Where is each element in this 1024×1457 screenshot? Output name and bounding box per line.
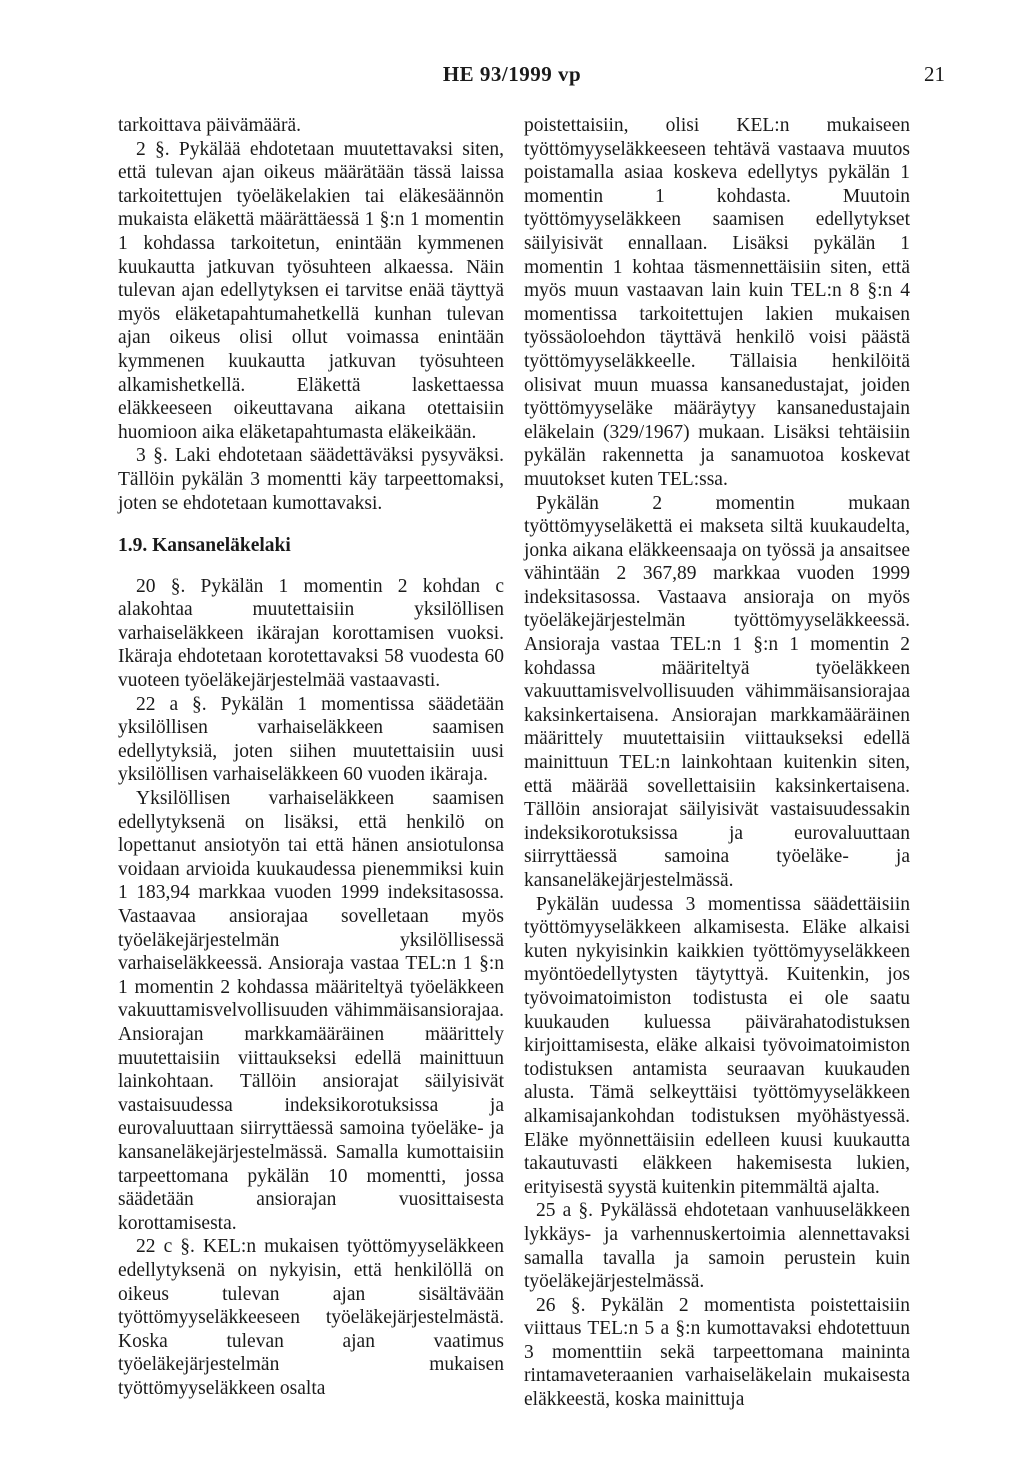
paragraph: 22 a §. Pykälän 1 momentissa säädetään yksilöllisen varhaiseläkkeen saamisen edellytyksiä, joten siihen muutettaisiin uusi yksilöllisen varhaiseläkkeen 60 vuoden ikäraja.: [118, 693, 504, 786]
paragraph: 25 a §. Pykälässä ehdotetaan vanhuuseläkkeen lykkäys- ja varhennuskertoimia alennettavaksi samalla tavalla ja samoin perustein kuin työeläkejärjestelmässä.: [524, 1200, 910, 1293]
right-column: [524, 114, 910, 1412]
document-title: HE 93/1999 vp: [442, 62, 582, 86]
paragraph: 2 §. Pykälää ehdotetaan muutettavaksi siten, että tulevan ajan oikeus määrätään tässä laissa tarkoitettujen työeläkelakien tai eläkesäännön mukaista eläkettä määrättäessä 1 §:n 1 momentin 1 kohdassa tarkoitetun, enintään kymmenen kuukautta jatkuvan työsuhteen alkaessa. Näin tulevan ajan edellytyksen ei tarvitse enää täyttyä myös eläketapahtumahetkellä kunhan tulevan ajan oikeus olisi ollut voimassa enintään kymmenen kuukautta jatkuvan työsuhteen alkamishetkellä. Eläkettä laskettaessa eläkkeeseen oikeuttavana aikana otettaisiin huomioon aika eläketapahtumasta eläkeikään.: [118, 138, 504, 443]
paragraph: 26 §. Pykälän 2 momentista poistettaisiin viittaus TEL:n 5 a §:n kumottavaksi ehdotettuun 3 momenttiin sekä tarpeettomana maininta rintamaveteraanien varhaiseläkelain mukaisesta eläkkeestä, koska mainittuja: [524, 1294, 910, 1411]
paragraph: Pykälän 2 momentin mukaan työttömyyseläkettä ei makseta siltä kuukaudelta, jonka aikana eläkkeensaaja on työssä ja ansaitsee vähintään 2 367,89 markkaa vuoden 1999 indeksitasossa. Vastaava ansioraja on myös työeläkejärjestelmän työttömyyseläkkeessä. Ansioraja vastaa TEL:n 1 §:n 1 momentin 2 kohdassa määriteltyä työeläkkeen vakuuttamisvelvollisuuden vähimmäisansiorajaa kaksinkertaisena. Ansiorajan markkamääräinen määrittely muutettaisiin viittaukseksi edellä mainittuun TEL:n lainkohtaan kuitenkin siten, että määrää sovellettaisiin kaksinkertaisena. Tällöin ansiorajat säilyisivät vastaisuudessakin indeksikorotuksissa ja eurovaluuttaan siirryttäessä samoina työeläke- ja kansaneläkejärjestelmässä.: [524, 492, 910, 891]
left-column: [118, 114, 504, 1400]
paragraph: 22 c §. KEL:n mukaisen työttömyyseläkkeen edellytyksenä on nykyisin, että henkilöllä on oikeus tulevan ajan sisältävään työttömyyseläkkeeseen työeläkejärjestelmästä. Koska tulevan ajan vaatimus työeläkejärjestelmän mukaisen työttömyyseläkkeen osalta: [118, 1236, 504, 1399]
paragraph: tarkoittava päivämäärä.: [118, 115, 301, 136]
paragraph: 20 §. Pykälän 1 momentin 2 kohdan c alakohtaa muutettaisiin yksilöllisen varhaiseläkkeen ikärajan korottamisen vuoksi. Ikäraja ehdotetaan korotettavaksi 58 vuodesta 60 vuoteen työeläkejärjestelmää vastaavasti.: [118, 575, 504, 692]
section-heading: 1.9. Kansaneläkelaki: [118, 535, 291, 557]
page-number: 21: [924, 62, 945, 86]
paragraph: Yksilöllisen varhaiseläkkeen saamisen edellytyksenä on lisäksi, että henkilö on lopettanut ansiotyön tai että hänen ansiotulonsa voidaan arvioida kuukaudessa pienemmiksi kuin 1 183,94 markkaa vuoden 1999 indeksitasossa. Vastaavaa ansiorajaa sovelletaan myös työeläkejärjestelmän yksilöllisessä varhaiseläkkeessä. Ansioraja vastaa TEL:n 1 §:n 1 momentin 2 kohdassa määriteltyä työeläkkeen vakuuttamisvelvollisuuden vähimmäisansiorajaa. Ansiorajan markkamääräinen määrittely muutettaisiin viittaukseksi edellä mainittuun lainkohtaan. Tällöin ansiorajat säilyisivät vastaisuudessa indeksikorotuksissa ja eurovaluuttaan siirryttäessä samoina työeläke- ja kansaneläkejärjestelmässä. Samalla kumottaisiin tarpeettomana pykälän 10 momentti, jossa säädetään ansiorajan vuosittaisesta korottamisesta.: [118, 788, 504, 1234]
paragraph: Pykälän uudessa 3 momentissa säädettäisiin työttömyyseläkkeen alkamisesta. Eläke alkaisi kuten nykyisinkin kaikkien työttömyyseläkkeen myöntöedellytysten täytyttyä. Kuitenkin, jos työvoimatoimiston todistusta ei ole saatu kuukauden kuluessa päivärahatodistuksen kirjoittamisesta, eläke alkaisi työvoimatoimiston todistuksen antamista seuraavan kuukauden alusta. Tämä selkeyttäisi työttömyyseläkkeen alkamisajankohdan todistuksen myöhästyessä. Eläke myönnettäisiin edelleen kuusi kuukautta takautuvasti eläkkeen hakemisesta lukien, erityisestä syystä kuitenkin pitemmältä ajalta.: [524, 893, 910, 1198]
paragraph: 3 §. Laki ehdotetaan säädettäväksi pysyväksi. Tällöin pykälän 3 momentti käy tarpeettomaksi, joten se ehdotetaan kumottavaksi.: [118, 445, 504, 514]
page-header: [0, 62, 1024, 92]
paragraph: poistettaisiin, olisi KEL:n mukaiseen työttömyyseläkkeeseen tehtävä vastaava muutos poistamalla asiaa koskeva edellytys pykälän 1 momentin 1 kohdasta. Muutoin työttömyyseläkkeen saamisen edellytykset säilyisivät ennallaan. Lisäksi pykälän 1 momentin 1 kohtaa täsmennettäisiin siten, että myös muun vastaavan lain kuin TEL:n 8 §:n 4 momentissa tarkoitettujen lakien mukaisen työssäoloehdon täyttävä henkilö voisi päästä työttömyyseläkkeelle. Tällaisia henkilöitä olisivat muun muassa kansanedustajat, joiden työttömyyseläke määräytyy kansanedustajain eläkelain (329/1967) mukaan. Lisäksi tehtäisiin pykälän rakennetta ja sanamuotoa koskevat muutokset kuten TEL:ssa.: [524, 115, 910, 490]
